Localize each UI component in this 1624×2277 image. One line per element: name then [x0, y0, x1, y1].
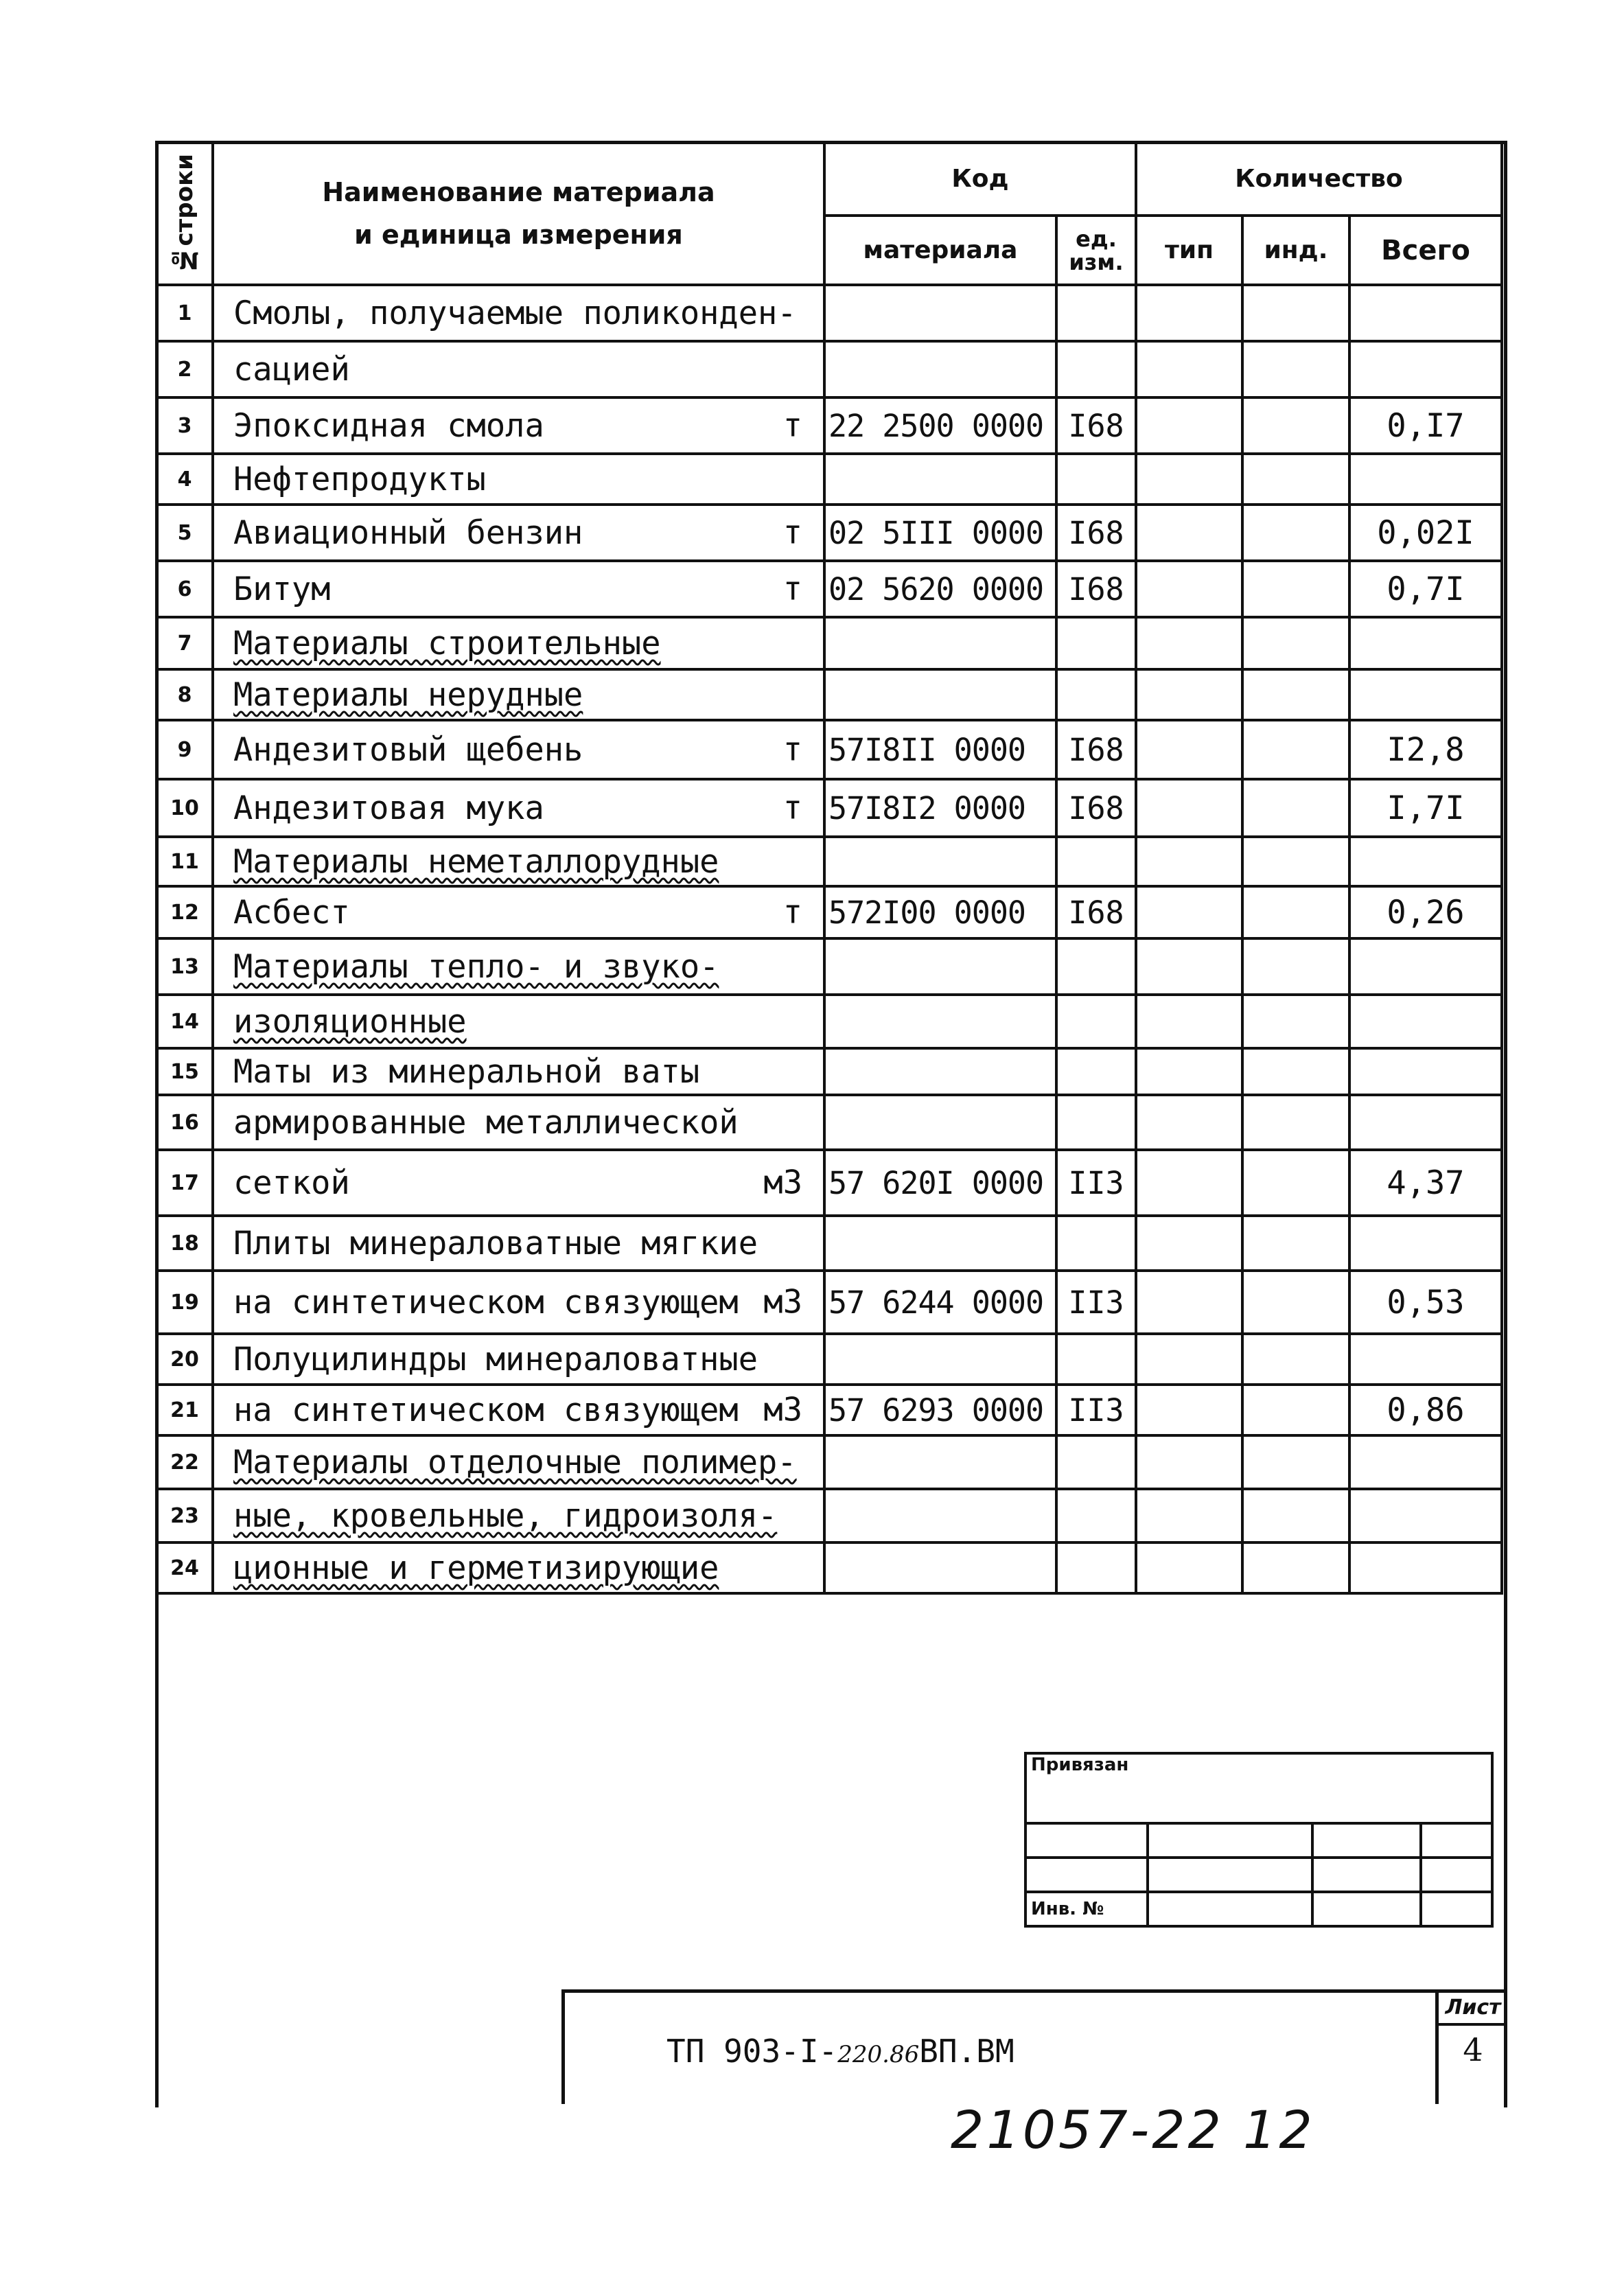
- material-code: 22 2500 0000: [824, 397, 1056, 454]
- type-quantity: [1136, 669, 1242, 720]
- row-number: 21: [156, 1385, 213, 1435]
- quantity-header: Количество: [1136, 142, 1502, 216]
- individual-quantity: [1242, 617, 1349, 669]
- type-quantity: [1136, 285, 1242, 341]
- material-name: Смолы, получаемые поликонден-: [233, 294, 797, 332]
- type-quantity: [1136, 617, 1242, 669]
- table-row: [156, 454, 1502, 505]
- unit-header: [1056, 216, 1136, 285]
- total-header: Всего: [1349, 216, 1502, 285]
- material-name: на синтетическом связующем: [233, 1283, 739, 1321]
- row-number: 22: [156, 1435, 213, 1489]
- row-number-header: [156, 142, 213, 285]
- individual-quantity: [1242, 1216, 1349, 1271]
- material-name-cell: [213, 1385, 824, 1435]
- material-name: Андезитовая мука: [233, 789, 544, 827]
- unit-code: [1056, 1095, 1136, 1150]
- total-quantity: [1349, 1542, 1502, 1593]
- unit-code: [1056, 341, 1136, 397]
- type-quantity: [1136, 1271, 1242, 1334]
- material-code: [824, 1542, 1056, 1593]
- material-name: Материалы отделочные полимер-: [233, 1443, 797, 1481]
- material-code: 57I8II 0000: [824, 720, 1056, 779]
- sheet-number: 4: [1463, 2031, 1483, 2068]
- unit-code: [1056, 617, 1136, 669]
- material-name-cell: [213, 1048, 824, 1095]
- material-name-cell: [213, 1095, 824, 1150]
- type-quantity: [1136, 1435, 1242, 1489]
- total-quantity: 0,26: [1349, 886, 1502, 938]
- material-code: 57 620I 0000: [824, 1150, 1056, 1216]
- individual-quantity: [1242, 1489, 1349, 1542]
- material-code: 57 6293 0000: [824, 1385, 1056, 1435]
- material-code: 57 6244 0000: [824, 1271, 1056, 1334]
- row-number: 3: [156, 397, 213, 454]
- material-code: [824, 454, 1056, 505]
- material-name: ционные и герметизирующие: [233, 1549, 719, 1587]
- unit-header-line2: изм.: [1069, 248, 1124, 275]
- row-number: 12: [156, 886, 213, 938]
- table-row: [156, 617, 1502, 669]
- table-row: [156, 1334, 1502, 1385]
- total-quantity: 4,37: [1349, 1150, 1502, 1216]
- sheet-label: Лист: [1439, 1993, 1507, 2026]
- material-name-cell: [213, 995, 824, 1048]
- unit-code: II3: [1056, 1385, 1136, 1435]
- material-name: Материалы строительные: [233, 624, 661, 662]
- material-name: Плиты минераловатные мягкие: [233, 1224, 758, 1262]
- inventory-number-label: Инв. №: [1025, 1892, 1148, 1926]
- individual-quantity: [1242, 837, 1349, 886]
- unit-header-line1: ед.: [1076, 225, 1117, 252]
- row-number: 17: [156, 1150, 213, 1216]
- unit-code: [1056, 1216, 1136, 1271]
- material-code: 02 5III 0000: [824, 505, 1056, 561]
- individual-quantity: [1242, 720, 1349, 779]
- material-code: [824, 938, 1056, 995]
- material-name-cell: [213, 837, 824, 886]
- row-number: 11: [156, 837, 213, 886]
- individual-quantity: [1242, 341, 1349, 397]
- material-code: 02 5620 0000: [824, 561, 1056, 617]
- row-number: 8: [156, 669, 213, 720]
- material-name-header-line1: Наименование материала: [322, 177, 715, 207]
- total-quantity: [1349, 1095, 1502, 1150]
- individual-quantity: [1242, 1435, 1349, 1489]
- type-header: тип: [1136, 216, 1242, 285]
- type-quantity: [1136, 1542, 1242, 1593]
- material-name-cell: [213, 669, 824, 720]
- table-row: [156, 720, 1502, 779]
- material-name: на синтетическом связующем: [233, 1391, 739, 1429]
- total-quantity: 0,86: [1349, 1385, 1502, 1435]
- total-quantity: I,7I: [1349, 779, 1502, 837]
- type-quantity: [1136, 397, 1242, 454]
- document-code-suffix: ВП.ВМ: [919, 2033, 1014, 2070]
- individual-quantity: [1242, 505, 1349, 561]
- unit-code: [1056, 1435, 1136, 1489]
- unit-code: I68: [1056, 720, 1136, 779]
- unit-of-measure: т: [782, 730, 802, 769]
- material-name-cell: [213, 938, 824, 995]
- total-quantity: 0,53: [1349, 1271, 1502, 1334]
- material-name: изоляционные: [233, 1002, 467, 1041]
- individual-quantity: [1242, 397, 1349, 454]
- total-quantity: [1349, 617, 1502, 669]
- unit-code: I68: [1056, 779, 1136, 837]
- material-code-header: материала: [824, 216, 1056, 285]
- row-number: 6: [156, 561, 213, 617]
- row-number: 16: [156, 1095, 213, 1150]
- title-block: [561, 1989, 1507, 2104]
- total-quantity: [1349, 669, 1502, 720]
- row-number: 9: [156, 720, 213, 779]
- document-code: [666, 2033, 1014, 2070]
- material-name: Битум: [233, 570, 331, 608]
- unit-of-measure: м3: [763, 1283, 802, 1321]
- unit-code: I68: [1056, 505, 1136, 561]
- sheet-number-box: [1435, 1993, 1507, 2104]
- material-name-cell: [213, 1435, 824, 1489]
- type-quantity: [1136, 837, 1242, 886]
- material-name-header-line2: и единица измерения: [354, 220, 683, 250]
- type-quantity: [1136, 1216, 1242, 1271]
- total-quantity: 0,I7: [1349, 397, 1502, 454]
- material-code: [824, 1048, 1056, 1095]
- table-row: [156, 505, 1502, 561]
- material-code: 57I8I2 0000: [824, 779, 1056, 837]
- material-name-cell: [213, 1489, 824, 1542]
- row-number: 18: [156, 1216, 213, 1271]
- material-code: [824, 1095, 1056, 1150]
- type-quantity: [1136, 454, 1242, 505]
- individual-quantity: [1242, 995, 1349, 1048]
- type-quantity: [1136, 1489, 1242, 1542]
- individual-quantity: [1242, 1271, 1349, 1334]
- total-quantity: 0,7I: [1349, 561, 1502, 617]
- material-name: армированные металлической: [233, 1103, 739, 1142]
- table-row: [156, 1216, 1502, 1271]
- material-name-cell: [213, 886, 824, 938]
- unit-code: [1056, 669, 1136, 720]
- unit-code: II3: [1056, 1271, 1136, 1334]
- unit-of-measure: м3: [763, 1164, 802, 1202]
- total-quantity: [1349, 1216, 1502, 1271]
- individual-quantity: [1242, 1095, 1349, 1150]
- type-quantity: [1136, 938, 1242, 995]
- individual-quantity: [1242, 285, 1349, 341]
- individual-quantity: [1242, 1385, 1349, 1435]
- row-number: 24: [156, 1542, 213, 1593]
- row-number: 5: [156, 505, 213, 561]
- material-name-cell: [213, 561, 824, 617]
- table-row: [156, 397, 1502, 454]
- material-name: сеткой: [233, 1164, 350, 1202]
- material-name: Маты из минеральной ваты: [233, 1052, 700, 1091]
- material-name: Материалы тепло- и звуко-: [233, 947, 719, 986]
- type-quantity: [1136, 341, 1242, 397]
- material-code: [824, 995, 1056, 1048]
- table-row: [156, 669, 1502, 720]
- type-quantity: [1136, 1095, 1242, 1150]
- individual-quantity: [1242, 454, 1349, 505]
- material-name-cell: [213, 1216, 824, 1271]
- table-row: [156, 1385, 1502, 1435]
- type-quantity: [1136, 779, 1242, 837]
- material-name: Материалы неметаллорудные: [233, 842, 719, 881]
- type-quantity: [1136, 720, 1242, 779]
- unit-code: [1056, 454, 1136, 505]
- document-code-prefix: ТП 903-I-: [666, 2033, 838, 2070]
- total-quantity: [1349, 1489, 1502, 1542]
- material-code: [824, 285, 1056, 341]
- total-quantity: 0,02I: [1349, 505, 1502, 561]
- table-row: [156, 341, 1502, 397]
- material-name-cell: [213, 1150, 824, 1216]
- table-row: [156, 779, 1502, 837]
- material-name: Нефтепродукты: [233, 460, 486, 498]
- individual-quantity: [1242, 1542, 1349, 1593]
- total-quantity: [1349, 837, 1502, 886]
- material-name-cell: [213, 779, 824, 837]
- material-code: [824, 1334, 1056, 1385]
- unit-code: I68: [1056, 886, 1136, 938]
- unit-code: [1056, 938, 1136, 995]
- unit-of-measure: т: [782, 406, 802, 445]
- material-name-cell: [213, 1271, 824, 1334]
- individual-quantity: [1242, 1150, 1349, 1216]
- material-name-header: [213, 142, 824, 285]
- archive-number: 21057-22 12: [951, 2099, 1315, 2160]
- unit-code: [1056, 1048, 1136, 1095]
- table-row: [156, 938, 1502, 995]
- row-number: 13: [156, 938, 213, 995]
- unit-code: [1056, 1489, 1136, 1542]
- table-row: [156, 1150, 1502, 1216]
- type-quantity: [1136, 1385, 1242, 1435]
- material-code: [824, 617, 1056, 669]
- material-name-cell: [213, 720, 824, 779]
- individual-quantity: [1242, 561, 1349, 617]
- table-row: [156, 285, 1502, 341]
- material-code: [824, 837, 1056, 886]
- table-row: [156, 1542, 1502, 1593]
- material-name-cell: [213, 285, 824, 341]
- row-number: 15: [156, 1048, 213, 1095]
- material-code: [824, 1435, 1056, 1489]
- row-number-header-label: №строки: [171, 153, 198, 274]
- unit-code: I68: [1056, 561, 1136, 617]
- unit-code: II3: [1056, 1150, 1136, 1216]
- material-name-cell: [213, 454, 824, 505]
- table-row: [156, 837, 1502, 886]
- table-row: [156, 886, 1502, 938]
- row-number: 4: [156, 454, 213, 505]
- unit-code: [1056, 837, 1136, 886]
- table-row: [156, 1271, 1502, 1334]
- material-code: [824, 669, 1056, 720]
- total-quantity: [1349, 1334, 1502, 1385]
- table-row: [156, 561, 1502, 617]
- material-name-cell: [213, 341, 824, 397]
- unit-code: I68: [1056, 397, 1136, 454]
- individual-quantity: [1242, 779, 1349, 837]
- code-header: Код: [824, 142, 1136, 216]
- table-row: [156, 1095, 1502, 1150]
- document-code-handwritten: 220.86: [837, 2041, 920, 2068]
- unit-code: [1056, 1542, 1136, 1593]
- table-row: [156, 1489, 1502, 1542]
- row-number: 1: [156, 285, 213, 341]
- unit-of-measure: т: [782, 789, 802, 827]
- material-name: Андезитовый щебень: [233, 730, 583, 769]
- material-name: ные, кровельные, гидроизоля-: [233, 1496, 778, 1535]
- materials-table: [155, 141, 1503, 1595]
- total-quantity: [1349, 1048, 1502, 1095]
- tied-label: Привязан: [1025, 1753, 1492, 1823]
- individual-quantity: [1242, 886, 1349, 938]
- material-name: Полуцилиндры минераловатные: [233, 1340, 758, 1378]
- table-row: [156, 1048, 1502, 1095]
- material-code: 572I00 0000: [824, 886, 1056, 938]
- total-quantity: I2,8: [1349, 720, 1502, 779]
- individual-quantity: [1242, 1334, 1349, 1385]
- row-number: 23: [156, 1489, 213, 1542]
- unit-of-measure: м3: [763, 1391, 802, 1429]
- material-name: Эпоксидная смола: [233, 406, 544, 445]
- material-name-cell: [213, 505, 824, 561]
- material-name: Асбест: [233, 893, 350, 932]
- row-number: 2: [156, 341, 213, 397]
- unit-code: [1056, 285, 1136, 341]
- material-name: Авиационный бензин: [233, 513, 583, 552]
- total-quantity: [1349, 341, 1502, 397]
- total-quantity: [1349, 938, 1502, 995]
- row-number: 19: [156, 1271, 213, 1334]
- type-quantity: [1136, 995, 1242, 1048]
- type-quantity: [1136, 505, 1242, 561]
- total-quantity: [1349, 1435, 1502, 1489]
- table-row: [156, 995, 1502, 1048]
- unit-code: [1056, 995, 1136, 1048]
- type-quantity: [1136, 1334, 1242, 1385]
- row-number: 10: [156, 779, 213, 837]
- material-code: [824, 1216, 1056, 1271]
- material-code: [824, 1489, 1056, 1542]
- material-name-cell: [213, 1334, 824, 1385]
- material-name: сацией: [233, 350, 350, 389]
- row-number: 20: [156, 1334, 213, 1385]
- material-name-cell: [213, 1542, 824, 1593]
- material-name: Материалы нерудные: [233, 675, 583, 714]
- total-quantity: [1349, 995, 1502, 1048]
- individual-quantity: [1242, 669, 1349, 720]
- row-number: 14: [156, 995, 213, 1048]
- material-code: [824, 341, 1056, 397]
- binding-stamp: [1024, 1752, 1494, 1928]
- row-number: 7: [156, 617, 213, 669]
- type-quantity: [1136, 1150, 1242, 1216]
- individual-header: инд.: [1242, 216, 1349, 285]
- unit-of-measure: т: [782, 513, 802, 552]
- unit-code: [1056, 1334, 1136, 1385]
- total-quantity: [1349, 454, 1502, 505]
- table-row: [156, 1435, 1502, 1489]
- type-quantity: [1136, 1048, 1242, 1095]
- type-quantity: [1136, 886, 1242, 938]
- type-quantity: [1136, 561, 1242, 617]
- individual-quantity: [1242, 1048, 1349, 1095]
- individual-quantity: [1242, 938, 1349, 995]
- unit-of-measure: т: [782, 570, 802, 608]
- unit-of-measure: т: [782, 893, 802, 932]
- material-name-cell: [213, 617, 824, 669]
- material-name-cell: [213, 397, 824, 454]
- total-quantity: [1349, 285, 1502, 341]
